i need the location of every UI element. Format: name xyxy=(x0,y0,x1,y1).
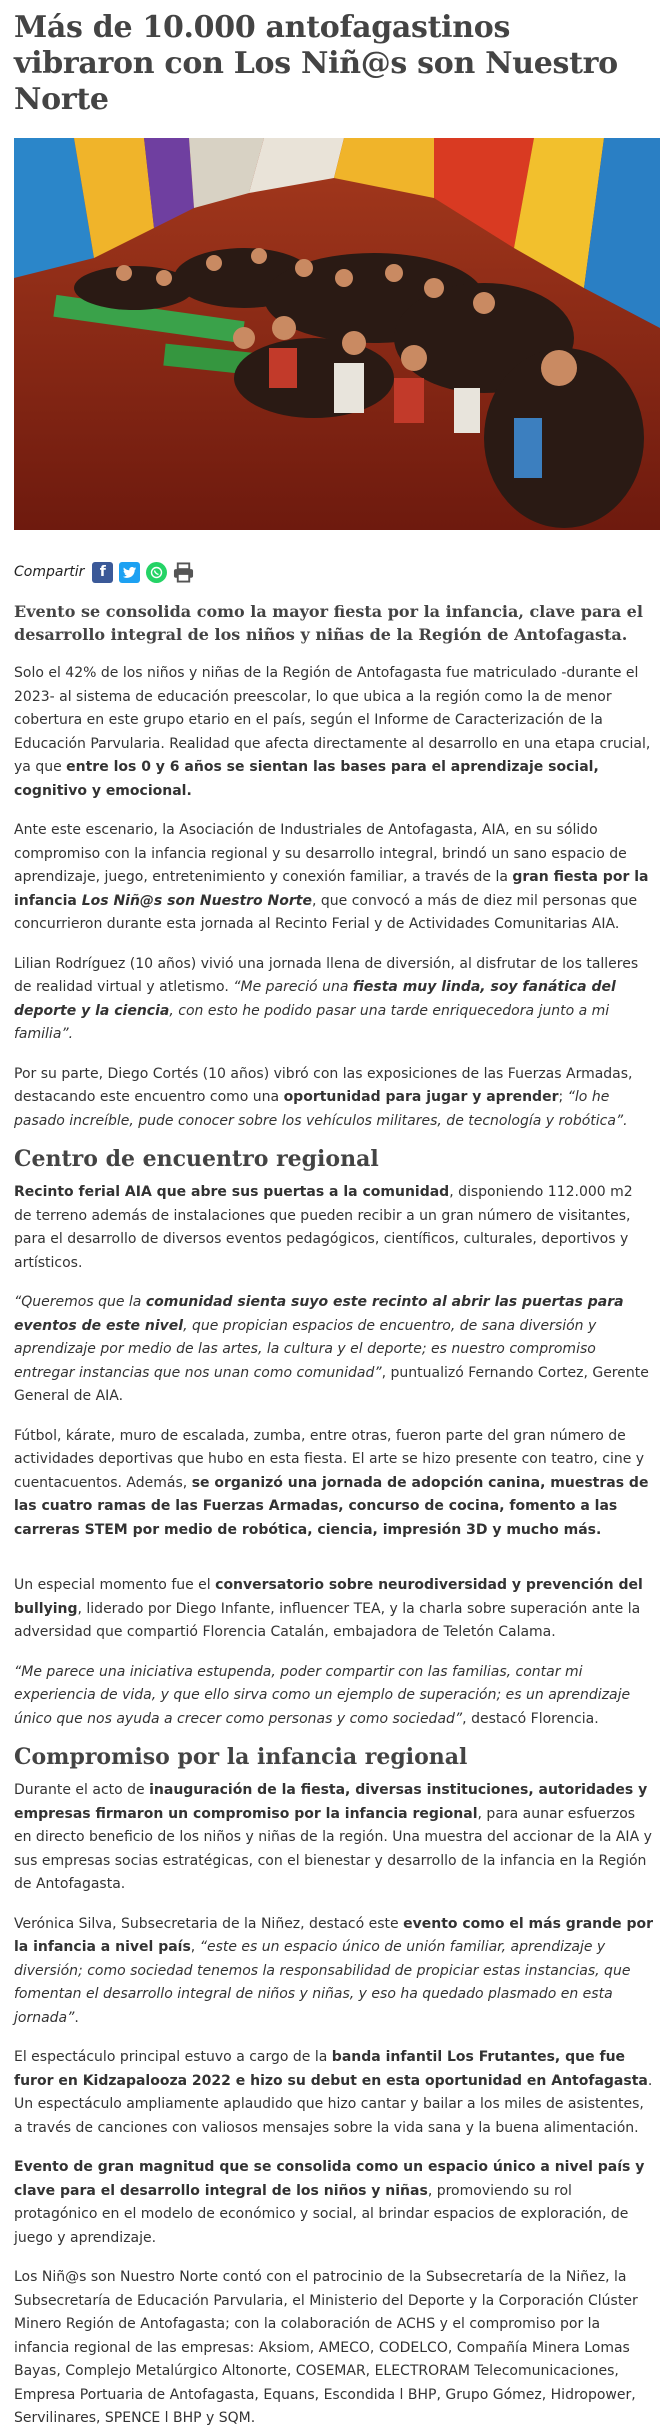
section-heading: Compromiso por la infancia regional xyxy=(14,1744,468,1770)
paragraph: Fútbol, kárate, muro de escalada, zumba, entre otras, fueron parte del gran número de actividades deportivas que hubo en esta fiesta. El arte se hizo presente con teatro, cine y cuentacuentos. Además, se organizó una jornada de adopción canina, muestras de las cuatro ramas de las Fuerzas Armadas, concurso de cocina, fomento a las carreras STEM por medio de robótica, ciencia, impresión 3D y mucho más. xyxy=(14,1427,649,1538)
share-bar xyxy=(14,558,654,586)
paragraph: Ante este escenario, la Asociación de Industriales de Antofagasta, AIA, en su sólido compromiso con la infancia regional y su desarrollo integral, brindó un sano espacio de aprendizaje, juego, entretenimiento y conexión familiar, a través de la gran fiesta por la infancia Los Niñ@s son Nuestro Norte, que convocó a más de diez mil personas que concurrieron durante esta jornada al Recinto Ferial y de Actividades Comunitarias AIA. xyxy=(14,822,649,932)
paragraph: Lilian Rodríguez (10 años) vivió una jornada llena de diversión, al disfrutar de los talleres de realidad virtual y atletismo. “Me pareció una fiesta muy linda, soy fanática del deporte y la ciencia, con esto he podido pasar una tarde enriquecedora junto a mi familia”. xyxy=(14,955,639,1042)
paragraph: Verónica Silva, Subsecretaria de la Niñez, destacó este evento como el más grande por la infancia a nivel país, “este es un espacio único de unión familiar, aprendizaje y diversión; como sociedad tenemos la responsabilidad de propiciar estas instancias, que fomentan el desarrollo integral de niños y niñas, y eso ha quedado plasmado en esta jornada”. xyxy=(14,1915,654,2026)
quote-paragraph: “Me parece una iniciativa estupenda, poder compartir con las familias, contar mi experiencia de vida, y que ello sirva como un ejemplo de superación; es un aprendizaje único que nos ayuda a crecer como personas y como sociedad”, destacó Florencia. xyxy=(14,1663,631,1727)
paragraph: Durante el acto de inauguración de la fiesta, diversas instituciones, autoridades y empresas firmaron un compromiso por la infancia regional, para aunar esfuerzos en directo beneficio de los niños y niñas de la región. Una muestra del accionar de la AIA y sus empresas socias estratégicas, con el bienestar y desarrollo de la infancia en la Región de Antofagasta. xyxy=(14,1782,652,1892)
paragraph: Los Niñ@s son Nuestro Norte contó con el patrocinio de la Subsecretaría de la Niñez, la Subsecretaría de Educación Parvularia, el Ministerio del Deporte y la Corporación Clúster Minero Región de Antofagasta; con la colaboración de ACHS y el compromiso por la infancia regional de las empresas: Aksiom, AMECO, CODELCO, Compañía Minera Lomas Bayas, Complejo Metalúrgico Altonorte, COSEMAR, ELECTRORAM Telecomunicaciones, Empresa Portuaria de Antofagasta, Equans, Escondida l BHP, Grupo Gómez, Hidropower, Servilinares, SPENCE l BHP y SQM. xyxy=(14,2269,638,2426)
paragraph: Recinto ferial AIA que abre sus puertas a la comunidad, disponiendo 112.000 m2 de terreno además de instalaciones que pueden recibir a un gran número de visitantes, para el desarrollo de diversos eventos pedagógicos, científicos, culturales, deportivos y artísticos. xyxy=(14,1184,633,1271)
article-title: Más de 10.000 antofagastinos vibraron con Los Niñ@s son Nuestro Norte xyxy=(14,10,618,117)
twitter-icon[interactable] xyxy=(119,562,140,583)
facebook-icon[interactable]: f xyxy=(92,562,113,583)
quote-paragraph: “Queremos que la comunidad sienta suyo este recinto al abrir las puertas para eventos de este nivel, que propician espacios de encuentro, de sana diversión y aprendizaje por medio de las artes, la cultura y el deporte; es nuestro compromiso entregar instancias que nos unan como comunidad”, puntualizó Fernando Cortez, Gerente General de AIA. xyxy=(14,1294,649,1404)
print-icon[interactable] xyxy=(173,562,194,583)
paragraph: Un especial momento fue el conversatorio sobre neurodiversidad y prevención del bullying, liderado por Diego Infante, influencer TEA, y la charla sobre superación ante la adversidad que compartió Florencia Catalán, embajadora de Teletón Calama. xyxy=(14,1577,643,1640)
hero-photo-illustration xyxy=(14,138,660,530)
hero-image xyxy=(14,138,660,530)
article-lead: Evento se consolida como la mayor fiesta por la infancia, clave para el desarrollo integral de los niños y niñas de la Región de Antofagasta. xyxy=(14,602,643,644)
paragraph: Solo el 42% de los niños y niñas de la Región de Antofagasta fue matriculado -durante el 2023- al sistema de educación preescolar, lo que ubica a la región como la de menor cobertura en este grupo etario en el país, según el Informe de Caracterización de la Educación Parvularia. Realidad que afecta directamente al desarrollo en una etapa crucial, ya que entre los 0 y 6 años se sientan las bases para el aprendizaje social, cognitivo y emocional. xyxy=(14,665,651,799)
share-label: Compartir xyxy=(14,564,85,580)
article xyxy=(14,0,654,2431)
paragraph: Evento de gran magnitud que se consolida como un espacio único a nivel país y clave para el desarrollo integral de los niños y niñas, promoviendo su rol protagónico en el modelo de económico y social, al brindar espacios de exploración, de juego y aprendizaje. xyxy=(14,2159,645,2246)
section-heading: Centro de encuentro regional xyxy=(14,1146,379,1172)
paragraph: El espectáculo principal estuvo a cargo de la banda infantil Los Frutantes, que fue furor en Kidzapalooza 2022 e hizo su debut en esta oportunidad en Antofagasta. Un espectáculo ampliamente aplaudido que hizo cantar y bailar a los miles de asistentes, a través de canciones con valiosos mensajes sobre la vida sana y la buena alimentación. xyxy=(14,2049,653,2136)
whatsapp-icon[interactable] xyxy=(146,562,167,583)
paragraph: Por su parte, Diego Cortés (10 años) vibró con las exposiciones de las Fuerzas Armadas, destacando este encuentro como una oportunidad para jugar y aprender; “lo he pasado increíble, pude conocer sobre los vehículos militares, de tecnología y robótica”. xyxy=(14,1065,633,1129)
